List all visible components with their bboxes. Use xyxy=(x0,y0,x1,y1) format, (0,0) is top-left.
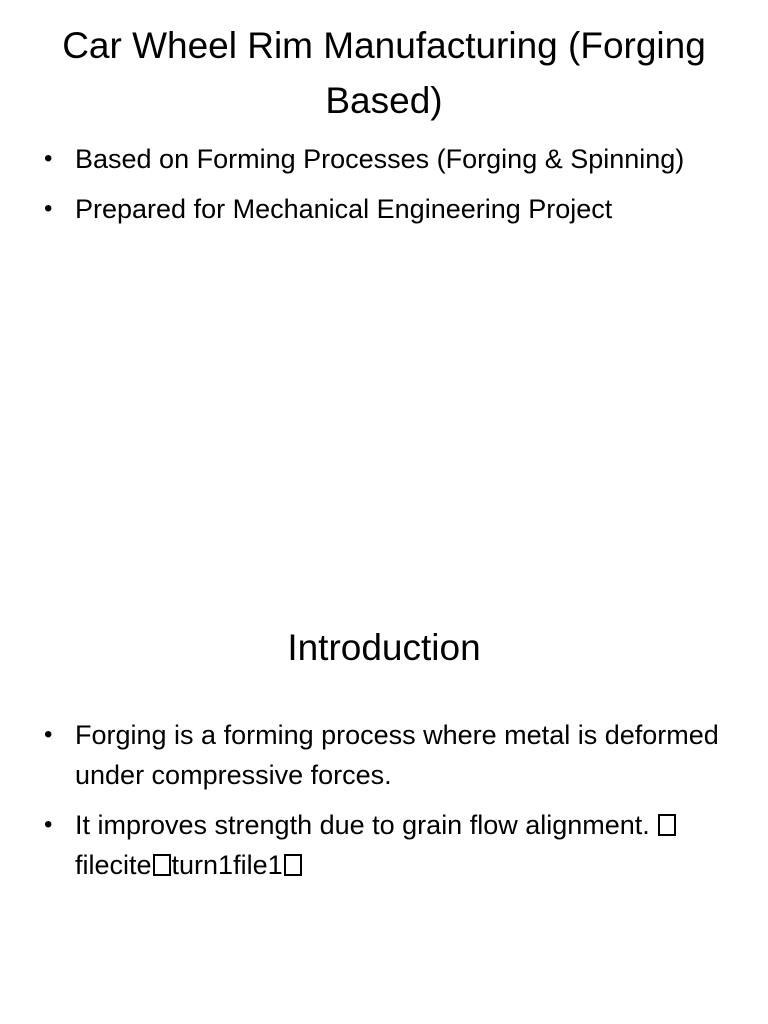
bullet-list xyxy=(44,139,734,239)
missing-glyph-icon xyxy=(153,854,171,876)
citation-fragment: turn1file1 xyxy=(171,850,283,880)
bullet-icon: • xyxy=(44,195,53,222)
bullet-text: Based on Forming Processes (Forging & Spinning) xyxy=(75,144,685,174)
slide-title: Car Wheel Rim Manufacturing (Forging Based) xyxy=(62,25,706,121)
bullet-item xyxy=(44,189,734,229)
bullet-item xyxy=(44,715,734,795)
bullet-text: It improves strength due to grain flow alignment. xyxy=(75,810,650,840)
citation-fragment: filecite xyxy=(75,850,152,880)
bullet-item xyxy=(44,139,734,179)
missing-glyph-icon xyxy=(658,814,676,836)
bullet-list xyxy=(44,715,734,895)
bullet-text: Forging is a forming process where metal is deformed under compressive forces. xyxy=(75,720,719,790)
bullet-text: Prepared for Mechanical Engineering Project xyxy=(75,194,613,224)
bullet-icon: • xyxy=(44,145,53,172)
bullet-item xyxy=(44,805,734,885)
slide-introduction xyxy=(0,600,768,1024)
slide-title: Introduction xyxy=(287,627,481,668)
bullet-icon: • xyxy=(44,811,53,838)
missing-glyph-icon xyxy=(284,854,302,876)
bullet-icon: • xyxy=(44,721,53,748)
